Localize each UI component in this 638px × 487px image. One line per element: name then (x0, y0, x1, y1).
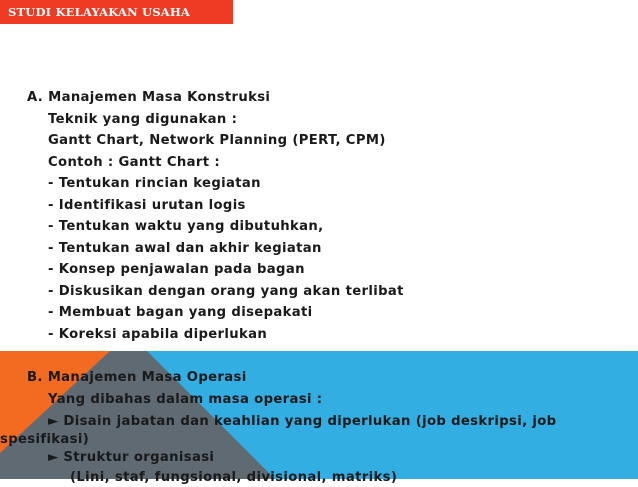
techniques-text: Gantt Chart, Network Planning (PERT, CPM) (48, 133, 386, 148)
section-b-heading: B. Manajemen Masa Operasi (27, 370, 247, 385)
step-item: - Identifikasi urutan logis (48, 198, 246, 213)
step-item: - Membuat bagan yang disepakati (48, 305, 313, 320)
step-item: - Diskusikan dengan orang yang akan terlibat (48, 284, 404, 299)
section-b-item-structure-types: (Lini, staf, fungsional, divisional, matriks) (70, 470, 398, 485)
step-item: - Tentukan awal dan akhir kegiatan (48, 241, 322, 256)
slide-header-title: STUDI KELAYAKAN USAHA (0, 0, 233, 24)
section-b-item-structure: ► Struktur organisasi (48, 450, 215, 465)
step-item: - Tentukan rincian kegiatan (48, 176, 261, 191)
section-b-item-job-design: ► Disain jabatan dan keahlian yang diperlukan (job deskripsi, job spesifikasi) (0, 414, 557, 447)
step-item: - Tentukan waktu yang dibutuhkan, (48, 219, 324, 234)
section-b-intro: Yang dibahas dalam masa operasi : (48, 392, 323, 407)
step-item: - Koreksi apabila diperlukan (48, 327, 268, 342)
example-label: Contoh : Gantt Chart : (48, 155, 220, 170)
technique-label: Teknik yang digunakan : (48, 112, 238, 127)
section-a-heading: A. Manajemen Masa Konstruksi (27, 90, 271, 105)
step-item: - Konsep penjawalan pada bagan (48, 262, 305, 277)
